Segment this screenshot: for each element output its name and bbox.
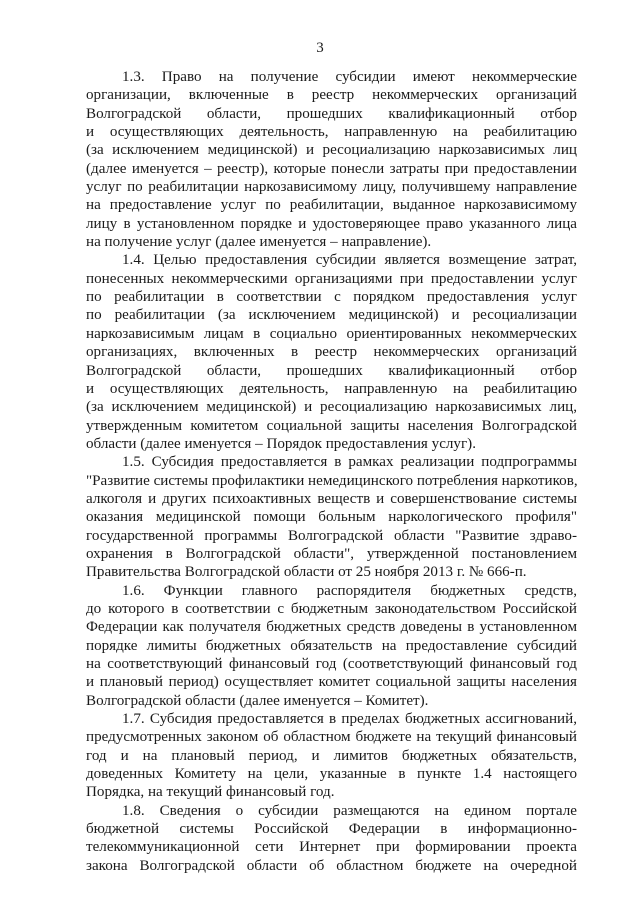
paragraph-1-5	[86, 453, 577, 581]
text-line: и плановый период) осуществляет комитет социальной защиты населения	[86, 674, 577, 691]
text-line: на предоставление услуг по реабилитации, выданное наркозависимому	[86, 197, 577, 214]
text-line: Волгоградской области, прошедших квалификационный отбор	[86, 105, 577, 122]
text-line: "Развитие системы профилактики немедицинского потребления наркотиков,	[86, 472, 578, 489]
text-line: закона Волгоградской области об областном бюджете на очередной	[86, 857, 577, 874]
text-line: и осуществляющих деятельность, направленную на реабилитацию	[86, 380, 577, 397]
text-line: лицу в установленном порядке и удостоверяющее право указанного лица	[86, 215, 577, 232]
text-line: предусмотренных законом об областном бюджете на текущий финансовый	[86, 729, 577, 746]
text-line: охранения в Волгоградской области", утвержденной постановлением	[86, 545, 577, 562]
text-line: (за исключением медицинской) и ресоциализацию наркозависимых лиц,	[86, 399, 577, 416]
text-line: (далее именуется – реестр), которые понесли затраты при предоставлении	[86, 160, 577, 177]
text-line: понесенных некоммерческими организациями при предоставлении услуг	[86, 270, 577, 287]
text-line: наркозависимым лицам в социально ориентированных некоммерческих	[86, 325, 577, 342]
paragraph-1-3	[86, 68, 577, 251]
text-line: области (далее именуется – Порядок предоставления услуг).	[86, 435, 476, 452]
text-line: телекоммуникационной сети Интернет при формировании проекта	[86, 839, 577, 856]
text-line: Правительства Волгоградской области от 25 ноября 2013 г. № 666-п.	[86, 564, 527, 581]
text-line: оказания медицинской помощи больным наркологического профиля"	[86, 509, 577, 526]
paragraph-1-7	[86, 710, 577, 802]
document-body	[86, 68, 577, 875]
text-line: по реабилитации (за исключением медицинской) и ресоциализации	[86, 307, 577, 324]
text-line: 1.5. Субсидия предоставляется в рамках реализации подпрограммы	[122, 454, 577, 471]
text-line: по реабилитации в соответствии с порядком предоставления услуг	[86, 289, 577, 306]
text-line: Волгоградской области, прошедших квалификационный отбор	[86, 362, 577, 379]
paragraph-1-4	[86, 251, 577, 453]
text-line: организациях, включенных в реестр некоммерческих организаций	[86, 344, 577, 361]
text-line: бюджетной системы Российской Федерации в информационно-	[86, 821, 577, 838]
text-line: 1.6. Функции главного распорядителя бюджетных средств,	[122, 582, 577, 599]
text-line: государственной программы Волгоградской области "Развитие здраво-	[86, 527, 577, 544]
text-line: 1.4. Целью предоставления субсидии является возмещение затрат,	[122, 252, 577, 269]
text-line: услуг по реабилитации наркозависимому лицу, получившему направление	[86, 179, 577, 196]
text-line: 1.3. Право на получение субсидии имеют некоммерческие	[122, 69, 577, 85]
text-line: доведенных Комитету на цели, указанные в пункте 1.4 настоящего	[86, 766, 577, 783]
text-line: Волгоградской области (далее именуется – Комитет).	[86, 692, 429, 709]
text-line: 1.8. Сведения о субсидии размещаются на едином портале	[122, 802, 577, 819]
text-line: (за исключением медицинской) и ресоциализацию наркозависимых лиц	[86, 142, 577, 159]
text-line: организации, включенные в реестр некоммерческих организаций	[86, 87, 577, 104]
text-line: 1.7. Субсидия предоставляется в пределах бюджетных ассигнований,	[122, 711, 577, 728]
text-line: на получение услуг (далее именуется – направление).	[86, 234, 432, 251]
text-line: утвержденным комитетом социальной защиты населения Волгоградской	[86, 417, 577, 434]
text-line: и осуществляющих деятельность, направленную на реабилитацию	[86, 124, 577, 141]
page-number: 3	[316, 40, 324, 56]
text-line: алкоголя и других психоактивных веществ и совершенствование системы	[86, 490, 577, 507]
paragraph-1-8	[86, 802, 577, 875]
text-line: порядке лимиты бюджетных обязательств на предоставление субсидий	[86, 637, 577, 654]
text-line: до которого в соответствии с бюджетным законодательством Российской	[86, 600, 577, 617]
text-line: на соответствующий финансовый год (соответствующий финансовый год	[86, 656, 577, 672]
text-line: Порядка, на текущий финансовый год.	[86, 784, 335, 801]
text-line: год и на плановый период, и лимитов бюджетных обязательств,	[86, 747, 577, 764]
paragraph-1-6	[86, 582, 577, 710]
text-line: Федерации как получателя бюджетных средств доведены в установленном	[86, 619, 577, 636]
